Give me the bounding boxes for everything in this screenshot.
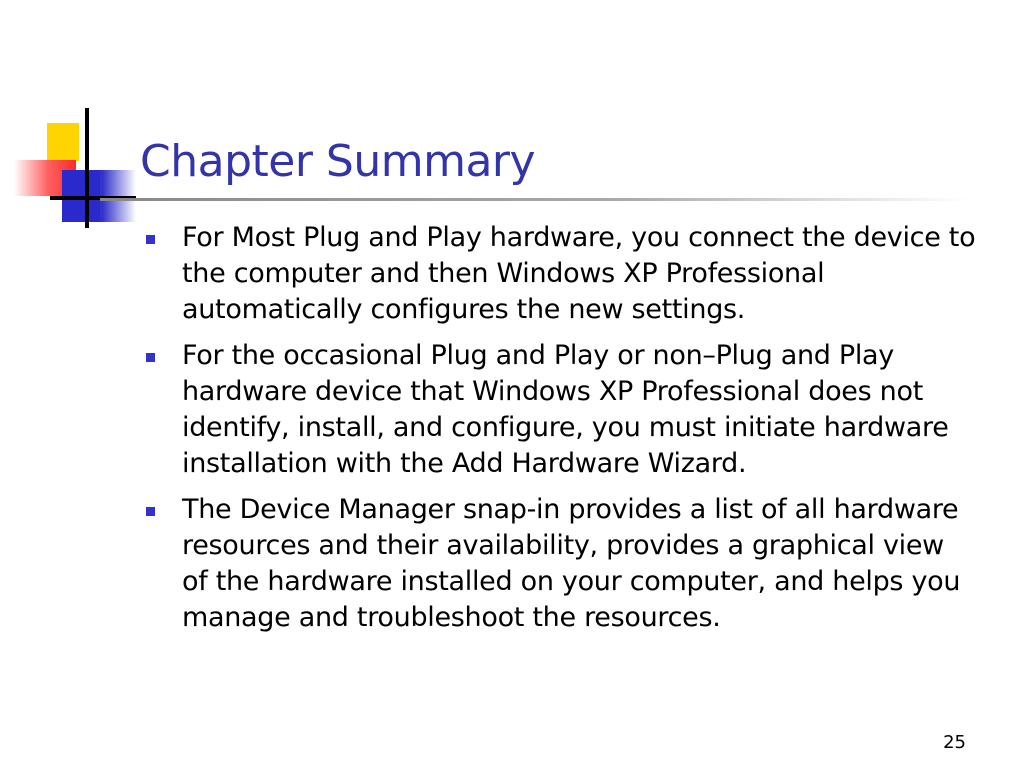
bullet-text: The Device Manager snap-in provides a list of all hardware resources and their availability, provides a graphical view of the hardware installed on your computer, and helps you manage and troubleshoot the resources. [182,494,961,633]
page-number: 25 [943,732,966,753]
bullet-square-icon [146,507,155,516]
logo-vertical-line [85,108,89,228]
bullet-square-icon [146,353,155,362]
bullet-list [146,220,976,646]
slide-title: Chapter Summary [140,136,536,187]
logo-yellow-square [47,123,79,161]
bullet-item [146,220,976,328]
bullet-text: For Most Plug and Play hardware, you connect the device to the computer and then Windows XP Professional automatically configures the new settings. [182,222,976,325]
decorative-logo [0,0,140,240]
bullet-item [146,338,976,482]
bullet-text: For the occasional Plug and Play or non–Plug and Play hardware device that Windows XP Professional does not identify, install, and configure, you must initiate hardware installation with the Add Hardware Wizard. [182,340,949,479]
title-divider [100,198,970,201]
bullet-square-icon [146,235,155,244]
bullet-item [146,492,976,636]
